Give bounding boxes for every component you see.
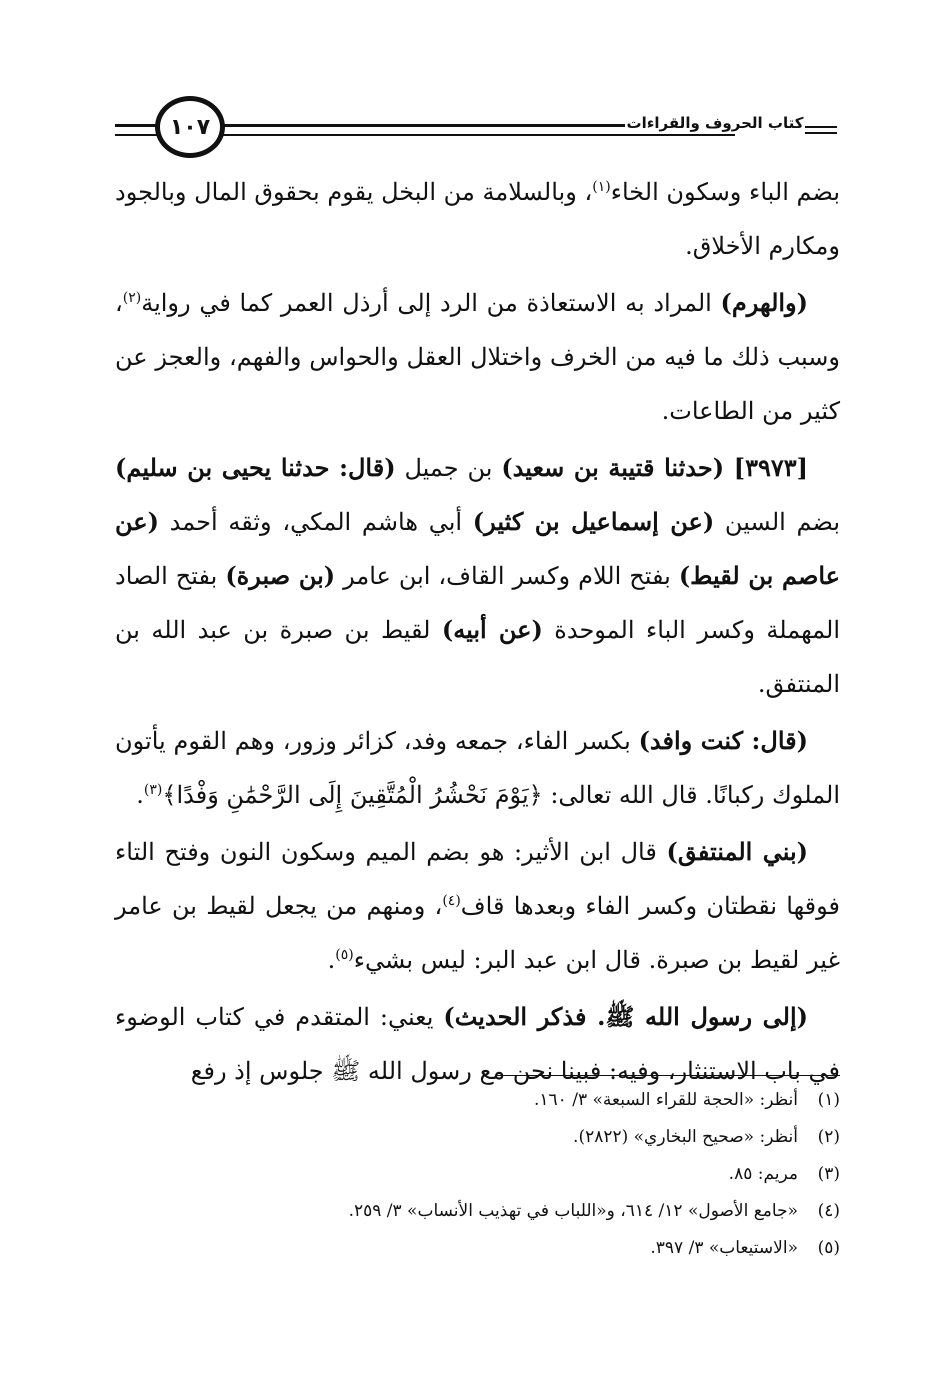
text-run: بضم الباء وسكون الخاء: [610, 178, 840, 206]
footnote-text: أنظر: «صحيح البخاري» (٢٨٢٢).: [573, 1127, 798, 1147]
header-rule-left: [115, 124, 160, 136]
paragraph-4: [115, 714, 840, 822]
footnote: [115, 1119, 840, 1156]
footnote-divider: [495, 1075, 840, 1076]
footnote-ref: (٥): [335, 947, 354, 963]
text-run: .: [327, 946, 336, 974]
lemma: (قال: حدثنا يحيى بن سليم): [115, 453, 396, 482]
footnotes: [115, 1082, 840, 1267]
text-run: ، ومنهم من يجعل لقيط بن عامر غير لقيط بن صبرة. قال ابن عبد البر: ليس بشيء: [115, 892, 840, 974]
lemma: (بن صبرة): [225, 561, 336, 590]
running-title: كتاب الحروف والقراءات: [626, 114, 804, 132]
lemma: (عن أبيه): [441, 615, 543, 644]
footnote-number: (٥): [817, 1238, 840, 1258]
text-run: بضم السين: [714, 508, 841, 536]
footnote-text: مريم: ٨٥.: [728, 1164, 798, 1184]
lemma: (قال: كنت وافد): [638, 726, 808, 755]
paragraph-3: [115, 441, 840, 711]
lemma: (والهرم): [720, 288, 808, 317]
lemma: (بني المنتفق): [666, 837, 808, 866]
lemma: (إلى رسول الله ﷺ. فذكر الحديث): [443, 1002, 809, 1031]
text-run: أبي هاشم المكي، وثقه أحمد: [158, 508, 473, 536]
header-rule-tail: [805, 126, 837, 134]
footnote-ref: (١): [592, 179, 611, 195]
text-run: يعني: المتقدم في كتاب الوضوء في باب الاستنثار، وفيه: فبينا نحن مع رسول الله ﷺ جلوس إذ رفع: [115, 1003, 840, 1085]
paragraph-5: [115, 825, 840, 987]
footnote: [115, 1156, 840, 1193]
footnote-number: (٣): [817, 1164, 840, 1184]
text-run: المراد به الاستعاذة من الرد إلى أرذل العمر كما في رواية: [141, 289, 721, 317]
text-run: بكسر الفاء، جمعه وفد، كزائر وزور، وهم القوم يأتون الملوك ركبانًا. قال الله تعالى: ﴿يَوْمَ نَحْشُرُ الْمُتَّقِينَ إِلَى الرَّحْمَٰنِ وَفْدًا﴾: [115, 727, 840, 809]
text-run: بفتح اللام وكسر القاف، ابن عامر: [335, 562, 679, 590]
lemma: (عن عاصم بن لقيط): [115, 507, 840, 590]
text-run: .: [136, 781, 144, 809]
paragraph-2: [115, 276, 840, 438]
text-run: ، وسبب ذلك ما فيه من الخرف واختلال العقل والحواس والفهم، والعجز عن كثير من الطاعات.: [115, 289, 840, 425]
footnote-number: (٤): [817, 1201, 840, 1221]
paragraph-1: [115, 165, 840, 273]
lemma: (عن إسماعيل بن كثير): [472, 507, 715, 536]
text-run: بن جميل: [395, 454, 502, 482]
text-run: بفتح الصاد المهملة وكسر الباء الموحدة: [115, 562, 840, 644]
page-header: [105, 92, 840, 162]
footnote: [115, 1230, 840, 1267]
text-run: قال ابن الأثير: هو بضم الميم وسكون النون وفتح التاء فوقها نقطتان وكسر الفاء وبعدها قاف: [115, 838, 841, 920]
page-number: ١٠٧: [155, 96, 225, 158]
footnote-ref: (٤): [442, 893, 461, 909]
text-run: ، وبالسلامة من البخل يقوم بحقوق المال وبالجود ومكارم الأخلاق.: [115, 178, 840, 260]
main-text: [115, 165, 840, 1101]
text-run: لقيط بن صبرة بن عبد الله بن المنتفق.: [115, 616, 840, 698]
footnote-text: «جامع الأصول» ١٢/ ٦١٤، و«اللباب في تهذيب الأنساب» ٣/ ٢٥٩.: [348, 1201, 798, 1221]
footnote-ref: (٣): [143, 782, 163, 798]
footnote-number: (١): [817, 1090, 840, 1110]
footnote-text: أنظر: «الحجة للقراء السبعة» ٣/ ١٦٠.: [534, 1090, 798, 1110]
footnote-number: (٢): [817, 1127, 840, 1147]
lemma: [٣٩٧٣] (حدثنا قتيبة بن سعيد): [501, 453, 808, 482]
footnote: [115, 1193, 840, 1230]
footnote: [115, 1082, 840, 1119]
footnote-ref: (٢): [122, 290, 142, 306]
footnote-text: «الاستيعاب» ٣/ ٣٩٧.: [650, 1238, 798, 1258]
